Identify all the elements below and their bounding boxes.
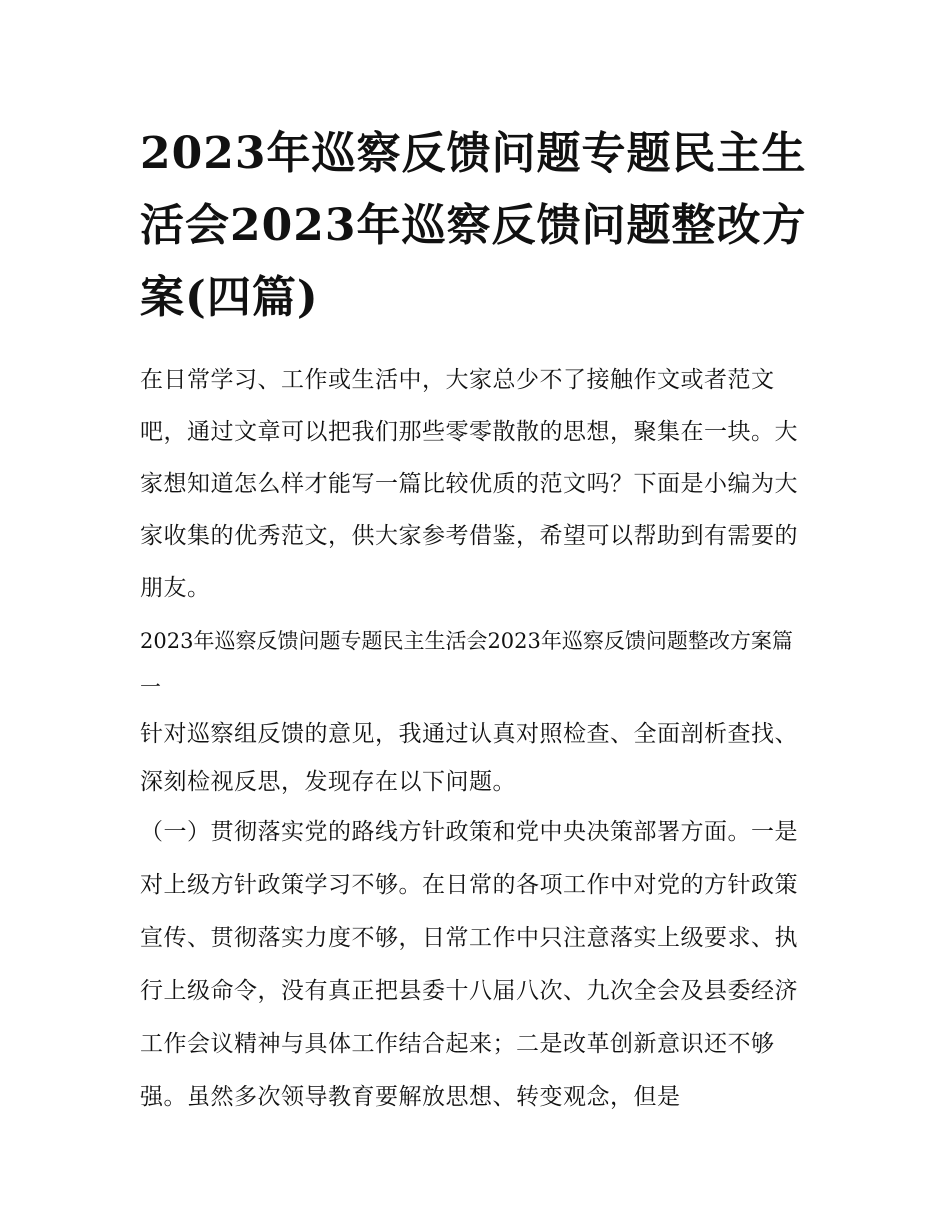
section-heading: 2023年巡察反馈问题专题民主生活会2023年巡察反馈问题整改方案篇一 [140, 629, 793, 699]
paragraph-2: （一）贯彻落实党的路线方针政策和党中央决策部署方面。一是对上级方针政策学习不够。在日常的各项工作中对党的方针政策宣传、贯彻落实力度不够，日常工作中只注意落实上级要求、执行上级命令，没有真正把县委十八届八次、九次全会及县委经济工作会议精神与具体工作结合起来；二是改革创新意识还不够强。虽然多次领导教育要解放思想、转变观念，但是 [140, 819, 798, 1110]
paragraph-1: 针对巡察组反馈的意见，我通过认真对照检查、全面剖析查找、深刻检视反思，发现存在以下问题。 [140, 721, 798, 795]
document-title: 2023年巡察反馈问题专题民主生活会2023年巡察反馈问题整改方案(四篇) [140, 128, 807, 323]
document-page [140, 118, 812, 1124]
intro-paragraph: 在日常学习、工作或生活中，大家总少不了接触作文或者范文吧，通过文章可以把我们那些零零散散的思想，聚集在一块。大家想知道怎么样才能写一篇比较优质的范文吗？下面是小编为大家收集的优秀范文，供大家参考借鉴，希望可以帮助到有需要的朋友。 [140, 367, 798, 601]
